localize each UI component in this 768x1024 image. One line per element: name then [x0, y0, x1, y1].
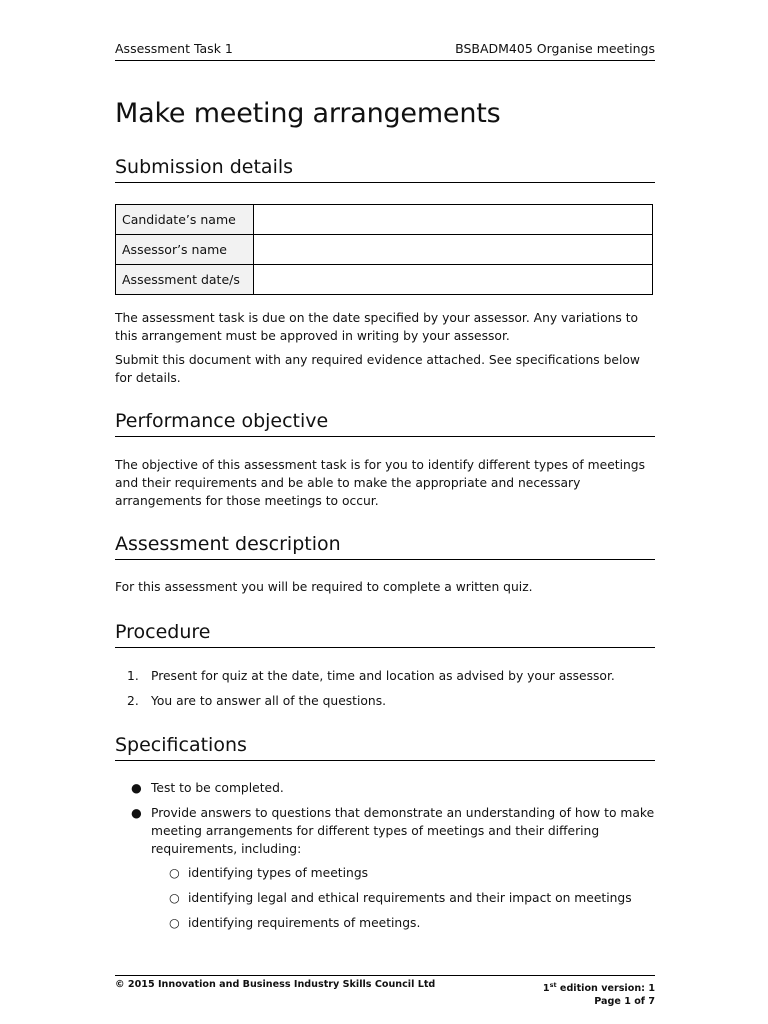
- table-row: [116, 235, 653, 265]
- footer-edition: 1st edition version: 1: [542, 981, 655, 995]
- procedure-list: [115, 667, 655, 717]
- header-unit: BSBADM405 Organise meetings: [455, 41, 655, 56]
- submit-paragraph: Submit this document with any required evidence attached. See specifications below for details.: [115, 353, 640, 385]
- footer-copyright: © 2015 Innovation and Business Industry Skills Council Ltd: [115, 979, 436, 990]
- header-task: Assessment Task 1: [115, 41, 233, 56]
- sub-list: [151, 864, 655, 932]
- list-number: 1.: [127, 669, 139, 683]
- due-date-paragraph: The assessment task is due on the date specified by your assessor. Any variations to this arrangement must be approved in writing by your assessor.: [115, 311, 639, 343]
- assessment-date-label: Assessment date/s: [116, 265, 254, 295]
- sub-item-text: identifying types of meetings: [188, 866, 369, 880]
- candidate-name-label: Candidate’s name: [116, 205, 254, 235]
- sub-list-item: [151, 914, 655, 932]
- list-item-text: You are to answer all of the questions.: [151, 694, 387, 708]
- procedure-heading: Procedure: [115, 621, 655, 648]
- list-item: [115, 692, 655, 710]
- list-item-text: Present for quiz at the date, time and location as advised by your assessor.: [151, 669, 615, 683]
- page-header: [115, 41, 655, 61]
- bullet-icon: ●: [131, 806, 142, 820]
- footer-edition-block: [543, 979, 655, 1008]
- list-item: [115, 779, 655, 797]
- list-item-text: Test to be completed.: [151, 781, 284, 795]
- assessment-date-field[interactable]: [254, 265, 653, 295]
- performance-heading: Performance objective: [115, 410, 655, 437]
- list-item: [115, 667, 655, 685]
- sub-item-text: identifying legal and ethical requirements and their impact on meetings: [188, 891, 632, 905]
- circle-bullet-icon: ○: [169, 866, 180, 880]
- submission-heading: Submission details: [115, 156, 655, 183]
- sub-list-item: [151, 889, 655, 907]
- list-number: 2.: [127, 694, 139, 708]
- circle-bullet-icon: ○: [169, 916, 180, 930]
- description-heading: Assessment description: [115, 533, 655, 560]
- bullet-icon: ●: [131, 781, 142, 795]
- circle-bullet-icon: ○: [169, 891, 180, 905]
- list-item-text: Provide answers to questions that demonstrate an understanding of how to make meeting arrangements for different types of meetings and their differing requirements, including:: [151, 806, 655, 856]
- specifications-list: [115, 779, 655, 939]
- performance-paragraph: The objective of this assessment task is for you to identify different types of meetings and their requirements and be able to make the appropriate and necessary arrangements for those meetings to occur.: [115, 458, 645, 508]
- sub-list-item: [151, 864, 655, 882]
- sub-item-text: identifying requirements of meetings.: [188, 916, 421, 930]
- assessor-name-label: Assessor’s name: [116, 235, 254, 265]
- assessor-name-field[interactable]: [254, 235, 653, 265]
- page-footer: [115, 975, 655, 1008]
- candidate-name-field[interactable]: [254, 205, 653, 235]
- table-row: [116, 205, 653, 235]
- specifications-heading: Specifications: [115, 734, 655, 761]
- description-paragraph: For this assessment you will be required to complete a written quiz.: [115, 580, 533, 594]
- page-title: Make meeting arrangements: [115, 98, 501, 129]
- submission-table: [115, 204, 653, 295]
- table-row: [116, 265, 653, 295]
- footer-page-number: Page 1 of 7: [594, 996, 655, 1008]
- list-item: [115, 804, 655, 932]
